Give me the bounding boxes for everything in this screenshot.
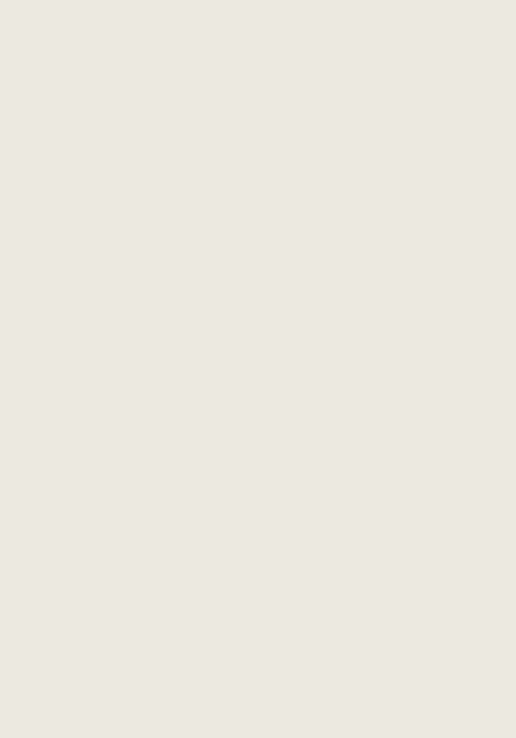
upper-text-block bbox=[60, 22, 472, 338]
lower-text-block bbox=[68, 374, 472, 702]
